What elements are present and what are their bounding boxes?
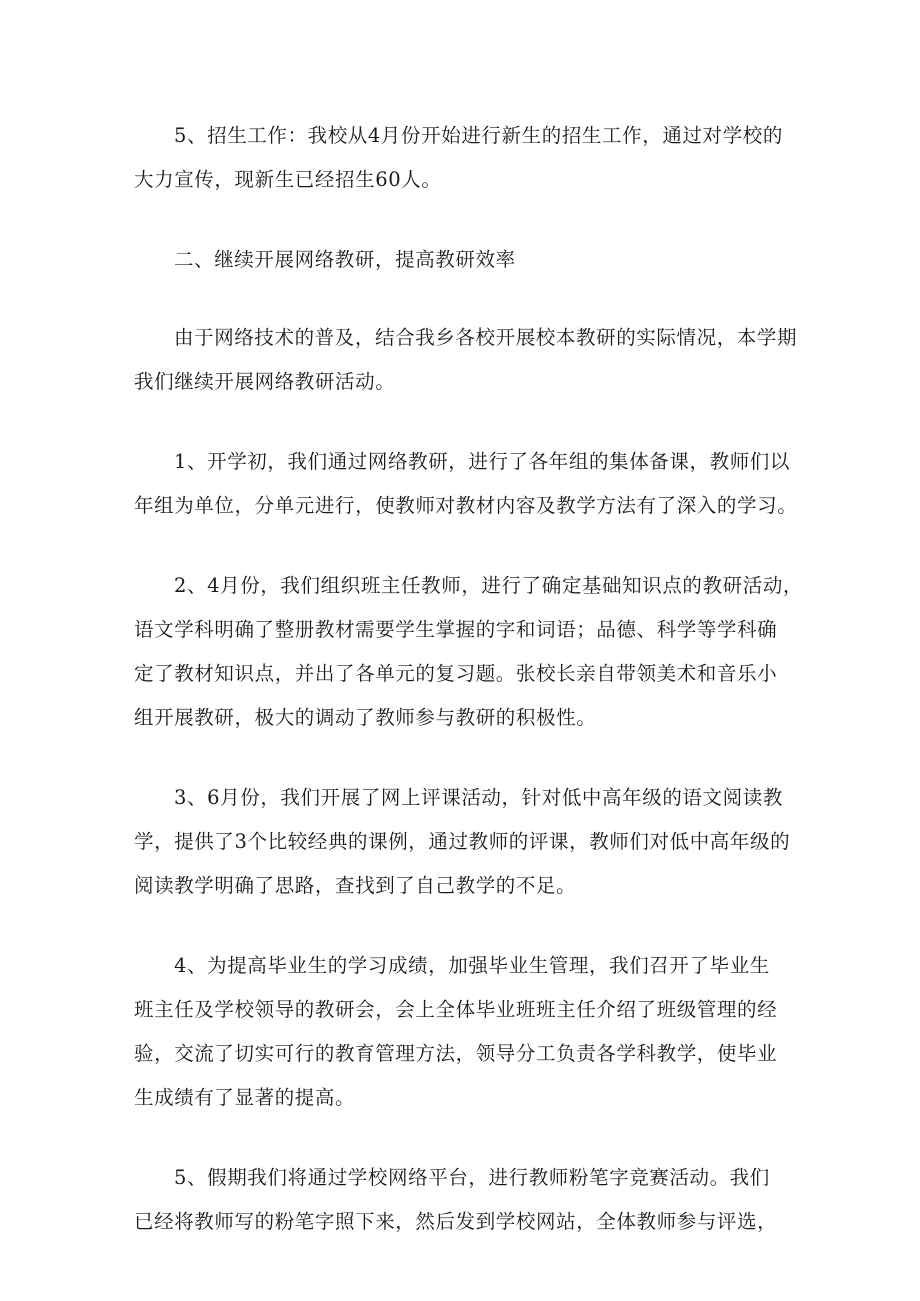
paragraph-item-3 [134,776,794,908]
paragraph-enrollment [134,114,794,202]
paragraph-line: 年组为单位，分单元进行，使教师对教材内容及教学方法有了深入的学习。 [134,494,798,517]
paragraph-line: 验，交流了切实可行的教育管理方法，领导分工负责各学科教学，使毕业 [134,1042,778,1065]
paragraph-line: 学，提供了3个比较经典的课例，通过教师的评课，教师们对低中高年级的 [134,830,791,853]
paragraph-item-1 [134,440,798,528]
paragraph-line: 语文学科明确了整册教材需要学生掌握的字和词语；品德、科学等学科确 [134,618,778,641]
paragraph-line: 生成绩有了显著的提高。 [134,1086,356,1109]
paragraph-intro [134,316,798,404]
paragraph-line: 由于网络技术的普及，结合我乡各校开展校本教研的实际情况，本学期 [174,326,798,349]
paragraph-line: 大力宣传，现新生已经招生60人。 [134,168,442,191]
paragraph-line: 阅读教学明确了思路，查找到了自己教学的不足。 [134,874,577,897]
paragraph-line: 1、开学初，我们通过网络教研，进行了各年组的集体备课，教师们以 [174,450,791,473]
heading-line: 二、继续开展网络教研，提高教研效率 [174,248,516,271]
paragraph-line: 组开展教研，极大的调动了教师参与教研的积极性。 [134,706,597,729]
paragraph-line: 定了教材知识点，并出了各单元的复习题。张校长亲自带领美术和音乐小 [134,662,778,685]
document-body [134,114,804,1280]
paragraph-line: 已经将教师写的粉笔字照下来，然后发到学校网站，全体教师参与评选， [134,1210,778,1233]
paragraph-line: 班主任及学校领导的教研会，会上全体毕业班班主任介绍了班级管理的经 [134,998,778,1021]
paragraph-line: 我们继续开展网络教研活动。 [134,370,396,393]
paragraph-line: 5、招生工作：我校从4月份开始进行新生的招生工作，通过对学校的 [174,124,783,147]
paragraph-line: 2、4月份，我们组织班主任教师，进行了确定基础知识点的教研活动， [174,574,804,597]
paragraph-line: 5、假期我们将通过学校网络平台，进行教师粉笔字竞赛活动。我们 [174,1166,770,1189]
paragraph-item-5 [134,1156,794,1244]
paragraph-item-4 [134,944,794,1120]
paragraph-line: 4、为提高毕业生的学习成绩，加强毕业生管理，我们召开了毕业生 [174,954,770,977]
section-heading [134,238,794,282]
paragraph-line: 3、6月份，我们开展了网上评课活动，针对低中高年级的语文阅读教 [174,786,783,809]
paragraph-item-2 [134,564,804,740]
